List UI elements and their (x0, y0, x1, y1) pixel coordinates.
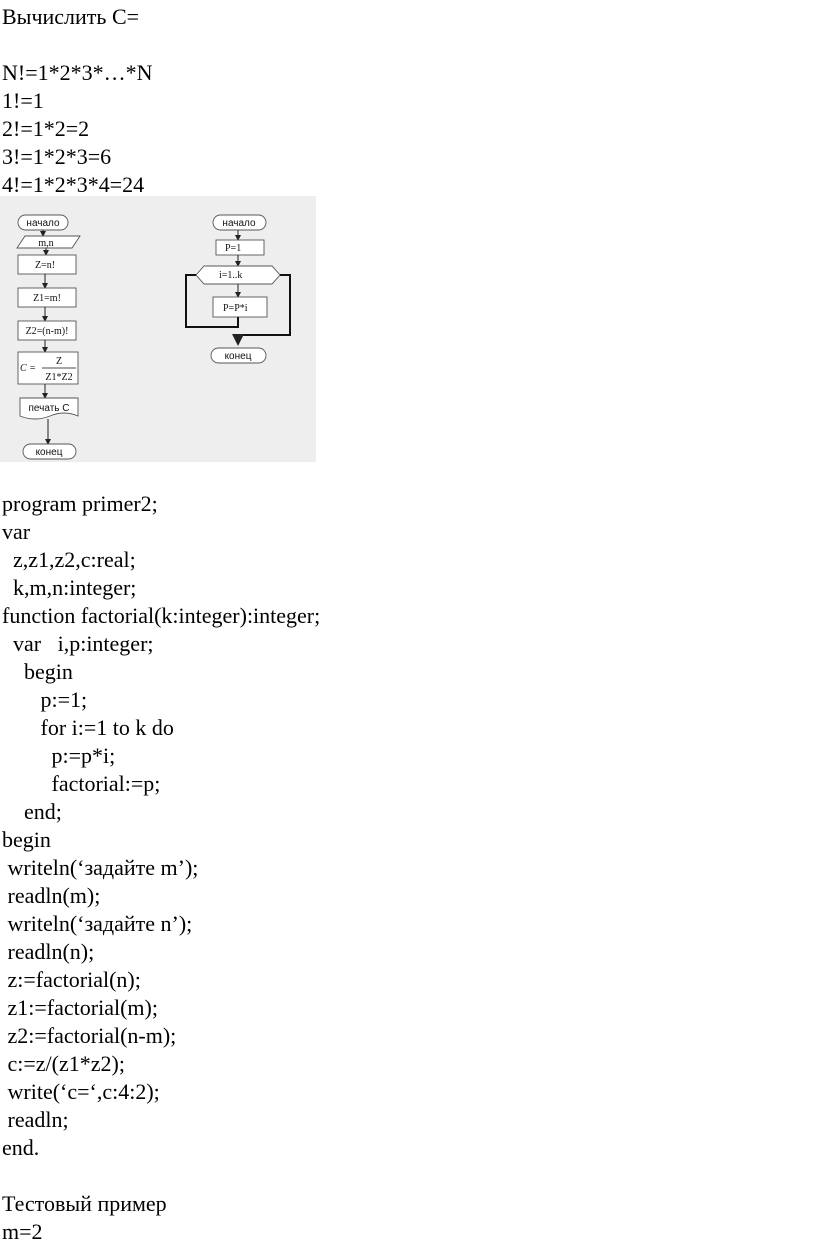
code-line: p:=p*i; (2, 743, 116, 768)
code-line: for i:=1 to k do (2, 715, 174, 740)
main-formula-denominator: Z1*Z2 (45, 372, 73, 383)
main-step-z1-label: Z1=m! (33, 293, 61, 304)
task-title: Вычислить С= (2, 4, 140, 29)
fact-end-label: конец (224, 351, 252, 362)
code-line: begin (2, 827, 51, 852)
main-step-z-label: Z=n! (34, 260, 56, 271)
code-line: readln; (2, 1107, 69, 1132)
code-line: var (2, 519, 31, 544)
main-formula-lhs: C = (20, 363, 36, 374)
code-line: begin (2, 659, 73, 684)
code-line: program primer2; (2, 491, 158, 516)
flowchart-diagram (0, 196, 316, 462)
test-value: m=2 (2, 1219, 43, 1244)
factorial-flowchart (186, 215, 290, 363)
main-formula-numerator: Z (55, 356, 63, 367)
code-line: function factorial(k:integer):integer; (2, 603, 321, 628)
fact-body-label: P=P*i (223, 303, 248, 314)
code-line: end. (2, 1135, 40, 1160)
main-end-label: конец (35, 447, 63, 458)
code-line: p:=1; (2, 687, 88, 712)
main-step-z2-label: Z2=(n-m)! (25, 326, 69, 337)
main-start-label: начало (26, 218, 60, 229)
code-line: end; (2, 799, 62, 824)
code-line: z,z1,z2,c:real; (2, 547, 136, 572)
fact-start-label: начало (222, 218, 256, 229)
code-line: c:=z/(z1*z2); (2, 1051, 125, 1076)
formula-line: 2!=1*2=2 (2, 116, 90, 141)
formula-line: 4!=1*2*3*4=24 (2, 172, 145, 197)
fact-loop-label: i=1..k (219, 270, 243, 281)
main-input-label: m,n (38, 238, 54, 249)
main-output-label: печать С (28, 403, 70, 414)
code-line: z:=factorial(n); (2, 967, 141, 992)
code-line: write(‘c=‘,c:4:2); (2, 1079, 160, 1104)
code-line: var i,p:integer; (2, 631, 154, 656)
test-heading: Тестовый пример (2, 1191, 167, 1216)
fact-init-label: P=1 (225, 243, 242, 254)
formula-line: 1!=1 (2, 88, 44, 113)
code-line: k,m,n:integer; (2, 575, 137, 600)
code-line: readln(m); (2, 883, 101, 908)
main-flowchart (17, 215, 80, 459)
code-line: readln(n); (2, 939, 95, 964)
formula-line: N!=1*2*3*…*N (2, 60, 153, 85)
formula-line: 3!=1*2*3=6 (2, 144, 112, 169)
code-line: z2:=factorial(n-m); (2, 1023, 177, 1048)
code-line: writeln(‘задайте n’); (2, 911, 193, 936)
code-line: factorial:=p; (2, 771, 161, 796)
code-line: z1:=factorial(m); (2, 995, 158, 1020)
code-line: writeln(‘задайте m’); (2, 855, 199, 880)
